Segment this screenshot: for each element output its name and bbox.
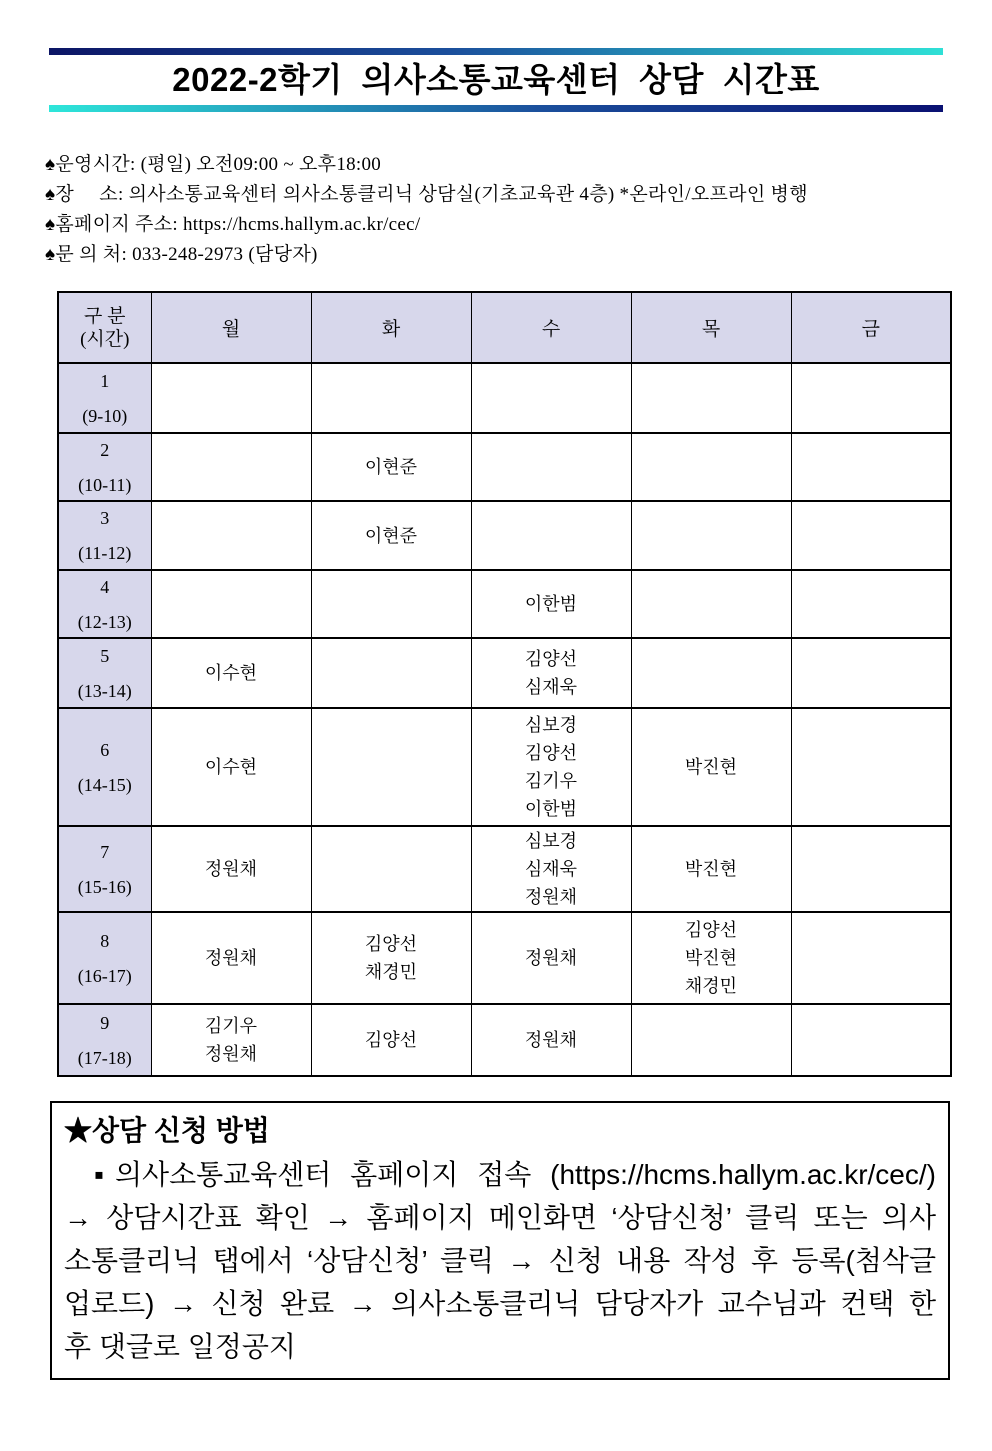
period-cell-2 xyxy=(58,433,151,501)
schedule-cell-r7-c5 xyxy=(791,826,951,912)
counselor-name: 채경민 xyxy=(364,962,418,982)
apply-line-2: → 상담시간표 확인 → 홈페이지 메인화면 ‘상담신청’ 클릭 또는 의사 xyxy=(64,1202,936,1233)
title-top-rule xyxy=(49,48,943,55)
info-line-4: ♠문 의 처: 033-248-2973 (담당자) xyxy=(45,244,318,265)
counselor-name: 이한범 xyxy=(524,594,578,614)
schedule-row-4 xyxy=(58,570,951,638)
schedule-row-9 xyxy=(58,1004,951,1076)
counselor-name: 심보경 xyxy=(524,715,578,735)
day-header-4: 목 xyxy=(631,292,791,363)
counselor-name: 김양선 xyxy=(524,649,578,669)
period-number: 1 xyxy=(100,370,110,391)
period-number: 2 xyxy=(100,439,110,460)
apply-line-3: 소통클리닉 탭에서 ‘상담신청’ 클릭 → 신청 내용 작성 후 등록(첨삭글 xyxy=(64,1245,936,1276)
corner-header-cell xyxy=(58,292,151,363)
schedule-cell-r3-c1 xyxy=(151,501,311,570)
schedule-cell-r7-c2 xyxy=(311,826,471,912)
schedule-cell-r4-c2 xyxy=(311,570,471,638)
schedule-cell-r8-c3 xyxy=(471,912,631,1004)
apply-box-lines xyxy=(64,1153,936,1368)
schedule-cell-r3-c2 xyxy=(311,501,471,570)
period-cell-3 xyxy=(58,501,151,570)
schedule-row-1 xyxy=(58,363,951,433)
period-cell-8 xyxy=(58,912,151,1004)
schedule-cell-r1-c1 xyxy=(151,363,311,433)
schedule-cell-r9-c2 xyxy=(311,1004,471,1076)
schedule-cell-r3-c4 xyxy=(631,501,791,570)
page-title: 2022-2학기 의사소통교육센터 상담 시간표 xyxy=(172,61,820,98)
counselor-name: 이한범 xyxy=(524,799,578,819)
period-time: (15-16) xyxy=(77,876,132,897)
counselor-name: 박진현 xyxy=(684,948,738,968)
day-header-1: 월 xyxy=(151,292,311,363)
period-time: (13-14) xyxy=(77,680,132,701)
period-cell-9 xyxy=(58,1004,151,1076)
period-number: 3 xyxy=(100,508,110,528)
apply-box xyxy=(50,1101,950,1380)
counselor-name: 정원채 xyxy=(204,948,258,968)
period-cell-6 xyxy=(58,708,151,826)
schedule-cell-r5-c3 xyxy=(471,638,631,708)
counselor-name: 김양선 xyxy=(684,920,738,940)
document-page xyxy=(0,48,992,1380)
counselor-name: 심재욱 xyxy=(524,859,578,879)
period-time: (11-12) xyxy=(78,543,132,563)
schedule-table xyxy=(57,291,952,1077)
schedule-cell-r9-c3 xyxy=(471,1004,631,1076)
info-list xyxy=(45,150,992,270)
period-time: (10-11) xyxy=(78,474,132,495)
period-time: (14-15) xyxy=(77,774,132,795)
schedule-cell-r9-c5 xyxy=(791,1004,951,1076)
counselor-name: 심재욱 xyxy=(524,677,578,697)
counselor-name: 심보경 xyxy=(524,831,578,851)
counselor-name: 김기우 xyxy=(524,771,578,791)
period-cell-7 xyxy=(58,826,151,912)
schedule-row-8 xyxy=(58,912,951,1004)
counselor-name: 채경민 xyxy=(684,976,738,996)
apply-line-1: ▪의사소통교육센터 홈페이지 접속 (https://hcms.hallym.ac.kr/cec/) xyxy=(94,1159,936,1190)
period-number: 8 xyxy=(100,930,110,951)
schedule-cell-r1-c5 xyxy=(791,363,951,433)
period-time: (16-17) xyxy=(77,965,132,986)
schedule-cell-r4-c3 xyxy=(471,570,631,638)
schedule-cell-r4-c5 xyxy=(791,570,951,638)
period-time: (9-10) xyxy=(82,405,128,426)
schedule-cell-r8-c2 xyxy=(311,912,471,1004)
period-cell-5 xyxy=(58,638,151,708)
counselor-name: 정원채 xyxy=(204,859,258,879)
schedule-cell-r4-c1 xyxy=(151,570,311,638)
period-number: 6 xyxy=(100,739,110,760)
counselor-name: 김양선 xyxy=(364,934,418,954)
corner-label-top: 구 분 xyxy=(84,305,126,327)
day-header-2: 화 xyxy=(311,292,471,363)
period-number: 7 xyxy=(100,841,110,862)
schedule-cell-r1-c2 xyxy=(311,363,471,433)
schedule-cell-r8-c1 xyxy=(151,912,311,1004)
counselor-name: 김양선 xyxy=(524,743,578,763)
schedule-cell-r2-c5 xyxy=(791,433,951,501)
period-time: (17-18) xyxy=(77,1047,132,1068)
schedule-cell-r7-c3 xyxy=(471,826,631,912)
schedule-cell-r9-c4 xyxy=(631,1004,791,1076)
schedule-cell-r7-c4 xyxy=(631,826,791,912)
schedule-cell-r9-c1 xyxy=(151,1004,311,1076)
counselor-name: 박진현 xyxy=(684,757,738,777)
schedule-cell-r2-c3 xyxy=(471,433,631,501)
counselor-name: 김양선 xyxy=(364,1030,418,1050)
schedule-cell-r2-c2 xyxy=(311,433,471,501)
period-number: 4 xyxy=(100,576,110,597)
info-line-1: ♠운영시간: (평일) 오전09:00 ~ 오후18:00 xyxy=(45,154,382,175)
schedule-cell-r7-c1 xyxy=(151,826,311,912)
counselor-name: 정원채 xyxy=(524,948,578,968)
counselor-name: 이현준 xyxy=(364,525,418,546)
counselor-name: 김기우 xyxy=(204,1016,258,1036)
counselor-name: 이현준 xyxy=(364,457,418,477)
schedule-row-7 xyxy=(58,826,951,912)
period-cell-1 xyxy=(58,363,151,433)
schedule-cell-r5-c1 xyxy=(151,638,311,708)
schedule-cell-r2-c4 xyxy=(631,433,791,501)
period-cell-4 xyxy=(58,570,151,638)
counselor-name: 박진현 xyxy=(684,859,738,879)
schedule-cell-r5-c5 xyxy=(791,638,951,708)
counselor-name: 정원채 xyxy=(524,887,578,907)
period-time: (12-13) xyxy=(77,611,132,632)
schedule-row-6 xyxy=(58,708,951,826)
apply-box-title: ★상담 신청 방법 xyxy=(64,1115,270,1146)
period-number: 9 xyxy=(100,1012,110,1033)
schedule-cell-r8-c4 xyxy=(631,912,791,1004)
apply-line-5: 후 댓글로 일정공지 xyxy=(64,1331,296,1362)
schedule-cell-r6-c1 xyxy=(151,708,311,826)
schedule-cell-r3-c5 xyxy=(791,501,951,570)
corner-label-bottom: (시간) xyxy=(80,328,130,350)
apply-line-4: 업로드) → 신청 완료 → 의사소통클리닉 담당자가 교수님과 컨택 한 xyxy=(64,1288,936,1319)
schedule-cell-r6-c3 xyxy=(471,708,631,826)
schedule-cell-r4-c4 xyxy=(631,570,791,638)
period-number: 5 xyxy=(100,645,110,666)
title-bottom-rule xyxy=(49,105,943,112)
schedule-cell-r5-c4 xyxy=(631,638,791,708)
schedule-cell-r6-c4 xyxy=(631,708,791,826)
counselor-name: 이수현 xyxy=(204,757,258,777)
schedule-row-5 xyxy=(58,638,951,708)
schedule-header-row xyxy=(58,292,951,363)
counselor-name: 정원채 xyxy=(204,1044,258,1064)
schedule-cell-r5-c2 xyxy=(311,638,471,708)
title-block xyxy=(49,48,943,112)
schedule-cell-r6-c2 xyxy=(311,708,471,826)
schedule-row-3 xyxy=(58,501,951,570)
schedule-cell-r8-c5 xyxy=(791,912,951,1004)
info-line-2: ♠장 소: 의사소통교육센터 의사소통클리닉 상담실(기초교육관 4층) *온라인/오프라인 병행 xyxy=(45,184,808,205)
schedule-cell-r3-c3 xyxy=(471,501,631,570)
counselor-name: 정원채 xyxy=(524,1030,578,1050)
day-header-5: 금 xyxy=(791,292,951,363)
schedule-row-2 xyxy=(58,433,951,501)
schedule-cell-r6-c5 xyxy=(791,708,951,826)
schedule-cell-r1-c3 xyxy=(471,363,631,433)
counselor-name: 이수현 xyxy=(204,663,258,683)
schedule-cell-r2-c1 xyxy=(151,433,311,501)
day-header-3: 수 xyxy=(471,292,631,363)
schedule-cell-r1-c4 xyxy=(631,363,791,433)
info-line-3: ♠홈페이지 주소: https://hcms.hallym.ac.kr/cec/ xyxy=(45,214,421,235)
